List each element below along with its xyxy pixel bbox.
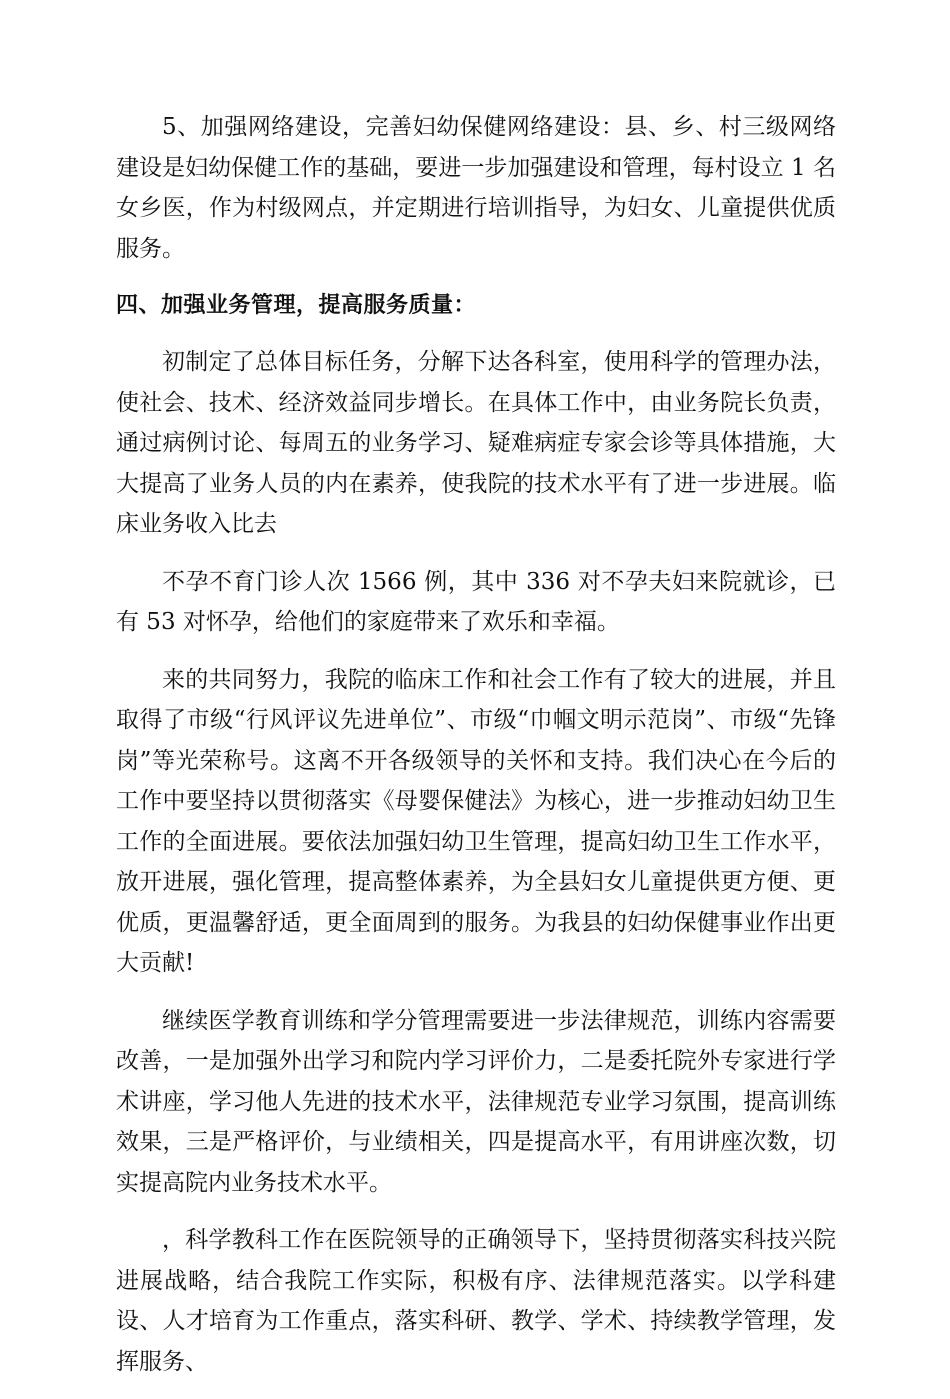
paragraph-network-construction: 5、加强网络建设，完善妇幼保健网络建设：县、乡、村三级网络建设是妇幼保健工作的基础，要进一步加强建设和管理，每村设立 1 名女乡医，作为村级网点，并定期进行培训指导，为妇女、儿童提供优质服务。 bbox=[116, 114, 836, 262]
paragraph-infertility-clinic: 不孕不育门诊人次 1566 例，其中 336 对不孕夫妇来院就诊，已有 53 对怀孕，给他们的家庭带来了欢乐和幸福。 bbox=[116, 568, 836, 635]
paragraph-joint-efforts: 来的共同努力，我院的临床工作和社会工作有了较大的进展，并且取得了市级“行风评议先进单位”、市级“巾帼文明示范岗”、市级“先锋岗”等光荣称号。这离不开各级领导的关怀和支持。我们决心在今后的工作中要坚持以贯彻落实《母婴保健法》为核心，进一步推动妇幼卫生工作的全面进展。要依法加强妇幼卫生管理，提高妇幼卫生工作水平，放开进展，强化管理，提高整体素养，为全县妇女儿童提供更方便、更优质，更温馨舒适，更全面周到的服务。为我县的妇幼保健事业作出更大贡献! bbox=[116, 666, 836, 976]
paragraph-science-education: ，科学教科工作在医院领导的正确领导下，坚持贯彻落实科技兴院进展战略，结合我院工作实际，积极有序、法律规范落实。以学科建设、人才培育为工作重点，落实科研、教学、学术、持续教学管理，发挥服务、 bbox=[116, 1227, 836, 1375]
document-body bbox=[116, 107, 836, 1399]
paragraph-continuing-education: 继续医学教育训练和学分管理需要进一步法律规范，训练内容需要改善，一是加强外出学习和院内学习评价力，二是委托院外专家进行学术讲座，学习他人先进的技术水平，法律规范专业学习氛围，提高训练效果，三是严格评价，与业绩相关，四是提高水平，有用讲座次数，切实提高院内业务技术水平。 bbox=[116, 1007, 836, 1196]
section-heading-business-management: 四、加强业务管理，提高服务质量： bbox=[116, 293, 477, 318]
paragraph-target-tasks: 初制定了总体目标任务，分解下达各科室，使用科学的管理办法，使社会、技术、经济效益同步增长。在具体工作中，由业务院长负责，通过病例讨论、每周五的业务学习、疑难病症专家会诊等具体措施，大大提高了业务人员的内在素养，使我院的技术水平有了进一步进展。临床业务收入比去 bbox=[116, 349, 836, 537]
